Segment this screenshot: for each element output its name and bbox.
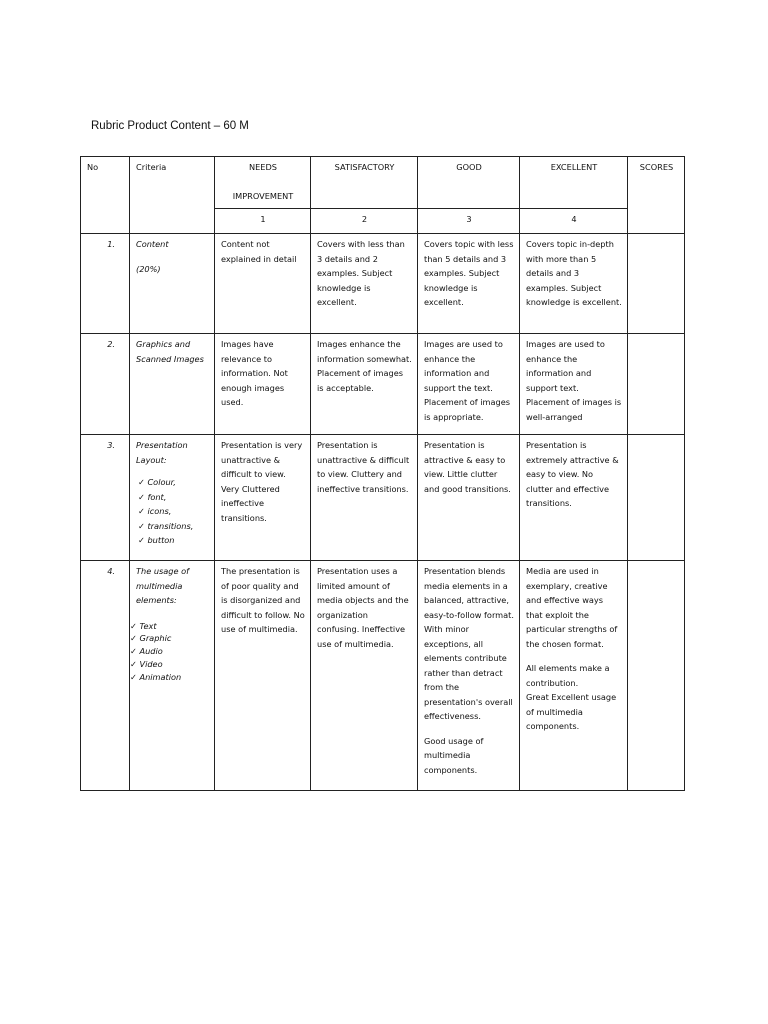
check-item: ✓ Colour, xyxy=(138,475,209,490)
excellent-cell: Images are used to enhance the information and support text. Placement of images is well-arranged xyxy=(520,334,628,435)
needs-cell: Content not explained in detail xyxy=(215,234,311,334)
table-row xyxy=(81,435,685,561)
table-row xyxy=(81,334,685,435)
excellent-cell: Presentation is extremely attractive & easy to view. No clutter and effective transitions. xyxy=(520,435,628,561)
good-cell: Presentation is attractive & easy to view. Little clutter and good transitions. xyxy=(418,435,520,561)
needs-cell: Images have relevance to information. Not enough images used. xyxy=(215,334,311,435)
header-needs-line1: NEEDS xyxy=(249,162,277,172)
criteria-label: Presentation Layout: xyxy=(136,440,188,465)
header-excellent: EXCELLENT xyxy=(520,157,628,209)
level-satisfactory: 2 xyxy=(311,209,418,234)
level-excellent: 4 xyxy=(520,209,628,234)
header-satisfactory: SATISFACTORY xyxy=(311,157,418,209)
level-good: 3 xyxy=(418,209,520,234)
good-extra-text: Good usage of multimedia components. xyxy=(424,735,484,775)
table-row xyxy=(81,561,685,791)
criteria-cell xyxy=(130,234,215,334)
good-cell: Covers topic with less than 5 details and 3 examples. Subject knowledge is excellent. xyxy=(418,234,520,334)
page-title: Rubric Product Content – 60 M xyxy=(91,120,249,132)
header-row xyxy=(81,157,685,209)
criteria-checklist xyxy=(136,475,209,548)
row-number: 3. xyxy=(81,435,130,561)
check-item: ✓ Video xyxy=(130,658,209,671)
row-number: 2. xyxy=(81,334,130,435)
table-row xyxy=(81,234,685,334)
excellent-extra-text-2: Great Excellent usage of multimedia components. xyxy=(526,692,617,731)
score-cell[interactable] xyxy=(628,334,685,435)
satisfactory-cell: Covers with less than 3 details and 2 examples. Subject knowledge is excellent. xyxy=(311,234,418,334)
check-item: ✓ font, xyxy=(138,490,209,505)
good-text: Presentation blends media elements in a balanced, attractive, easy-to-follow format. With minor exceptions, all elements contribute rather than detract from the presentation's overall effectiveness. xyxy=(424,566,514,721)
header-criteria: Criteria xyxy=(130,157,215,234)
good-cell xyxy=(418,561,520,791)
header-needs-improvement xyxy=(215,157,311,209)
criteria-cell xyxy=(130,435,215,561)
row-number: 1. xyxy=(81,234,130,334)
score-cell[interactable] xyxy=(628,435,685,561)
level-needs: 1 xyxy=(215,209,311,234)
criteria-label: The usage of multimedia elements: xyxy=(136,566,190,605)
criteria-weight: (20%) xyxy=(136,263,161,274)
good-cell: Images are used to enhance the information and support the text. Placement of images is appropriate. xyxy=(418,334,520,435)
score-cell[interactable] xyxy=(628,561,685,791)
rubric-table xyxy=(80,156,685,791)
check-item: ✓ icons, xyxy=(138,504,209,519)
row-number: 4. xyxy=(81,561,130,791)
excellent-cell: Covers topic in-depth with more than 5 details and 3 examples. Subject knowledge is excellent. xyxy=(520,234,628,334)
check-item: ✓ Text xyxy=(130,620,209,633)
criteria-cell xyxy=(130,561,215,791)
satisfactory-cell: Presentation is unattractive & difficult to view. Cluttery and ineffective transitions. xyxy=(311,435,418,561)
excellent-cell xyxy=(520,561,628,791)
header-good: GOOD xyxy=(418,157,520,209)
header-no: No xyxy=(81,157,130,234)
check-item: ✓ transitions, xyxy=(138,519,209,534)
header-needs-line2: IMPROVEMENT xyxy=(232,190,294,201)
satisfactory-cell: Images enhance the information somewhat. Placement of images is acceptable. xyxy=(311,334,418,435)
excellent-text: Media are used in exemplary, creative and effective ways that exploit the particular strengths of the chosen format. xyxy=(526,566,618,649)
check-item: ✓ Animation xyxy=(130,671,209,684)
needs-cell: Presentation is very unattractive & difficult to view. Very Cluttered ineffective transitions. xyxy=(215,435,311,561)
header-scores: SCORES xyxy=(628,157,685,234)
check-item: ✓ Graphic xyxy=(130,632,209,645)
excellent-extra-text-1: All elements make a contribution. xyxy=(526,663,610,688)
check-item: ✓ button xyxy=(138,533,209,548)
criteria-checklist xyxy=(130,620,209,684)
check-item: ✓ Audio xyxy=(130,645,209,658)
score-cell[interactable] xyxy=(628,234,685,334)
needs-cell: The presentation is of poor quality and is disorganized and difficult to follow. No use of multimedia. xyxy=(215,561,311,791)
satisfactory-cell: Presentation uses a limited amount of media objects and the organization confusing. Ineffective use of multimedia. xyxy=(311,561,418,791)
criteria-label: Content xyxy=(136,239,169,249)
criteria-label: Graphics and Scanned Images xyxy=(130,334,215,435)
